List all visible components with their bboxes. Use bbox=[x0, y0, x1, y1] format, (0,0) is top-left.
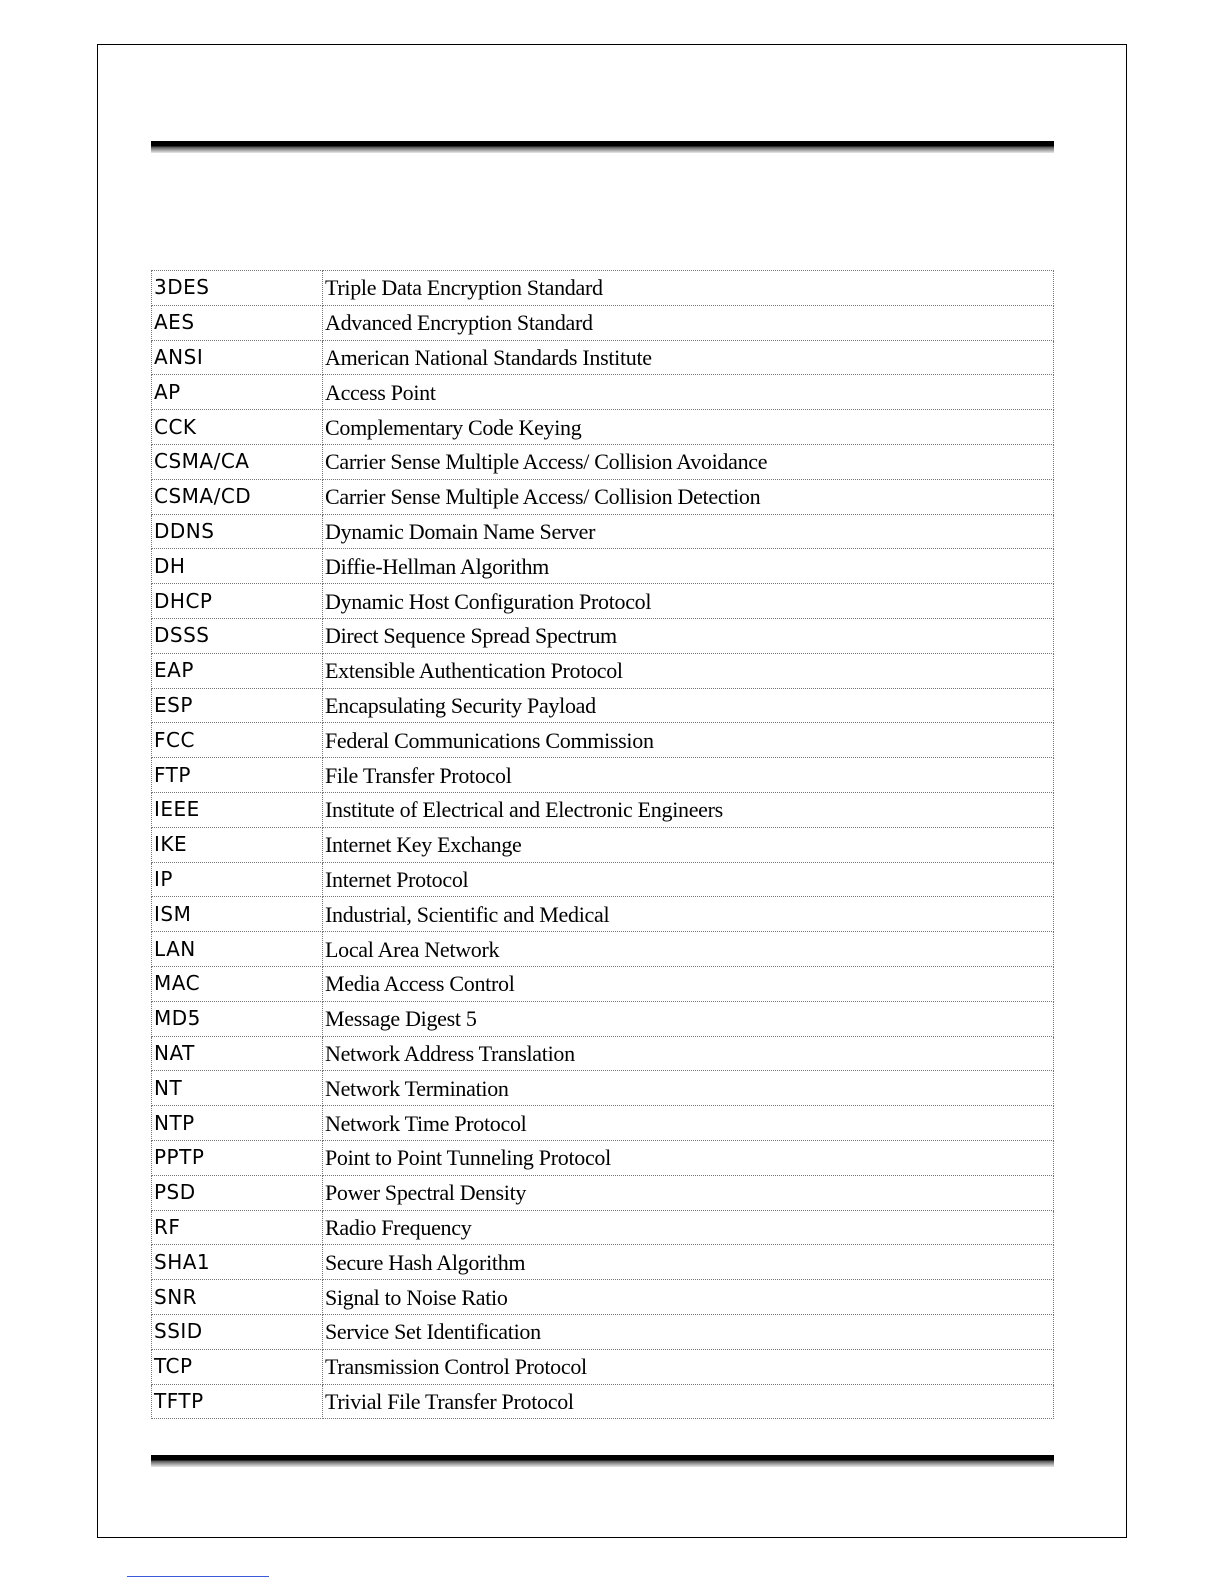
abbreviation-cell: RF bbox=[152, 1210, 323, 1245]
abbreviation-cell: IKE bbox=[152, 827, 323, 862]
abbreviation-cell: IP bbox=[152, 862, 323, 897]
abbreviation-table bbox=[151, 270, 1054, 1419]
abbreviation-cell: PPTP bbox=[152, 1140, 323, 1175]
definition-cell: Federal Communications Commission bbox=[323, 723, 1054, 758]
footer-rule bbox=[151, 1455, 1054, 1467]
definition-cell: Power Spectral Density bbox=[323, 1175, 1054, 1210]
abbreviation-cell: ISM bbox=[152, 897, 323, 932]
table-row bbox=[152, 758, 1054, 793]
definition-cell: Signal to Noise Ratio bbox=[323, 1280, 1054, 1315]
definition-cell: Carrier Sense Multiple Access/ Collision Detection bbox=[323, 479, 1054, 514]
abbreviation-cell: MAC bbox=[152, 966, 323, 1001]
table-row bbox=[152, 1175, 1054, 1210]
table-row bbox=[152, 723, 1054, 758]
footer-link-underline[interactable] bbox=[127, 1576, 269, 1577]
table-row bbox=[152, 340, 1054, 375]
abbreviation-cell: MD5 bbox=[152, 1001, 323, 1036]
table-row bbox=[152, 444, 1054, 479]
abbreviation-cell: AES bbox=[152, 305, 323, 340]
definition-cell: Access Point bbox=[323, 375, 1054, 410]
abbreviation-cell: TCP bbox=[152, 1349, 323, 1384]
abbreviation-cell: SNR bbox=[152, 1280, 323, 1315]
definition-cell: Advanced Encryption Standard bbox=[323, 305, 1054, 340]
table-row bbox=[152, 897, 1054, 932]
abbreviation-cell: CCK bbox=[152, 410, 323, 445]
abbreviation-cell: SHA1 bbox=[152, 1245, 323, 1280]
table-row bbox=[152, 862, 1054, 897]
definition-cell: Triple Data Encryption Standard bbox=[323, 271, 1054, 306]
abbreviation-cell: DH bbox=[152, 549, 323, 584]
definition-cell: American National Standards Institute bbox=[323, 340, 1054, 375]
definition-cell: Radio Frequency bbox=[323, 1210, 1054, 1245]
table-row bbox=[152, 932, 1054, 967]
abbreviation-cell: ANSI bbox=[152, 340, 323, 375]
definition-cell: Diffie-Hellman Algorithm bbox=[323, 549, 1054, 584]
header-rule bbox=[151, 141, 1054, 153]
definition-cell: Local Area Network bbox=[323, 932, 1054, 967]
abbreviation-cell: PSD bbox=[152, 1175, 323, 1210]
definition-cell: Industrial, Scientific and Medical bbox=[323, 897, 1054, 932]
abbreviation-cell: IEEE bbox=[152, 792, 323, 827]
abbreviation-cell: SSID bbox=[152, 1314, 323, 1349]
table-row bbox=[152, 827, 1054, 862]
table-row bbox=[152, 966, 1054, 1001]
table-row bbox=[152, 1349, 1054, 1384]
abbreviation-cell: ESP bbox=[152, 688, 323, 723]
abbreviation-cell: DSSS bbox=[152, 618, 323, 653]
table-row bbox=[152, 1001, 1054, 1036]
table-row bbox=[152, 514, 1054, 549]
definition-cell: Direct Sequence Spread Spectrum bbox=[323, 618, 1054, 653]
abbreviation-cell: FCC bbox=[152, 723, 323, 758]
abbreviation-cell: CSMA/CD bbox=[152, 479, 323, 514]
definition-cell: Secure Hash Algorithm bbox=[323, 1245, 1054, 1280]
table-row bbox=[152, 1245, 1054, 1280]
definition-cell: Network Address Translation bbox=[323, 1036, 1054, 1071]
table-row bbox=[152, 1314, 1054, 1349]
table-row bbox=[152, 688, 1054, 723]
definition-cell: Dynamic Host Configuration Protocol bbox=[323, 584, 1054, 619]
table-row bbox=[152, 410, 1054, 445]
definition-cell: Internet Protocol bbox=[323, 862, 1054, 897]
table-row bbox=[152, 1280, 1054, 1315]
table-row bbox=[152, 584, 1054, 619]
abbreviation-cell: CSMA/CA bbox=[152, 444, 323, 479]
table-row bbox=[152, 549, 1054, 584]
definition-cell: Service Set Identification bbox=[323, 1314, 1054, 1349]
definition-cell: Point to Point Tunneling Protocol bbox=[323, 1140, 1054, 1175]
abbreviation-cell: DHCP bbox=[152, 584, 323, 619]
definition-cell: Complementary Code Keying bbox=[323, 410, 1054, 445]
definition-cell: Dynamic Domain Name Server bbox=[323, 514, 1054, 549]
abbreviation-cell: AP bbox=[152, 375, 323, 410]
abbreviation-cell: TFTP bbox=[152, 1384, 323, 1419]
definition-cell: Trivial File Transfer Protocol bbox=[323, 1384, 1054, 1419]
definition-cell: Carrier Sense Multiple Access/ Collision Avoidance bbox=[323, 444, 1054, 479]
table-row bbox=[152, 305, 1054, 340]
table-row bbox=[152, 1071, 1054, 1106]
abbreviation-cell: NT bbox=[152, 1071, 323, 1106]
table-row bbox=[152, 1036, 1054, 1071]
table-row bbox=[152, 1384, 1054, 1419]
definition-cell: File Transfer Protocol bbox=[323, 758, 1054, 793]
table-row bbox=[152, 1140, 1054, 1175]
abbreviation-cell: NAT bbox=[152, 1036, 323, 1071]
table-row bbox=[152, 618, 1054, 653]
abbreviation-cell: LAN bbox=[152, 932, 323, 967]
abbreviation-cell: NTP bbox=[152, 1106, 323, 1141]
definition-cell: Media Access Control bbox=[323, 966, 1054, 1001]
table-row bbox=[152, 375, 1054, 410]
table-row bbox=[152, 1210, 1054, 1245]
definition-cell: Network Termination bbox=[323, 1071, 1054, 1106]
definition-cell: Extensible Authentication Protocol bbox=[323, 653, 1054, 688]
definition-cell: Encapsulating Security Payload bbox=[323, 688, 1054, 723]
table-row bbox=[152, 479, 1054, 514]
definition-cell: Network Time Protocol bbox=[323, 1106, 1054, 1141]
abbreviation-cell: 3DES bbox=[152, 271, 323, 306]
definition-cell: Transmission Control Protocol bbox=[323, 1349, 1054, 1384]
abbreviation-cell: FTP bbox=[152, 758, 323, 793]
abbreviation-cell: DDNS bbox=[152, 514, 323, 549]
definition-cell: Internet Key Exchange bbox=[323, 827, 1054, 862]
abbreviation-table-body bbox=[152, 271, 1054, 1419]
table-row bbox=[152, 653, 1054, 688]
definition-cell: Institute of Electrical and Electronic Engineers bbox=[323, 792, 1054, 827]
table-row bbox=[152, 1106, 1054, 1141]
table-row bbox=[152, 792, 1054, 827]
abbreviation-cell: EAP bbox=[152, 653, 323, 688]
definition-cell: Message Digest 5 bbox=[323, 1001, 1054, 1036]
table-row bbox=[152, 271, 1054, 306]
